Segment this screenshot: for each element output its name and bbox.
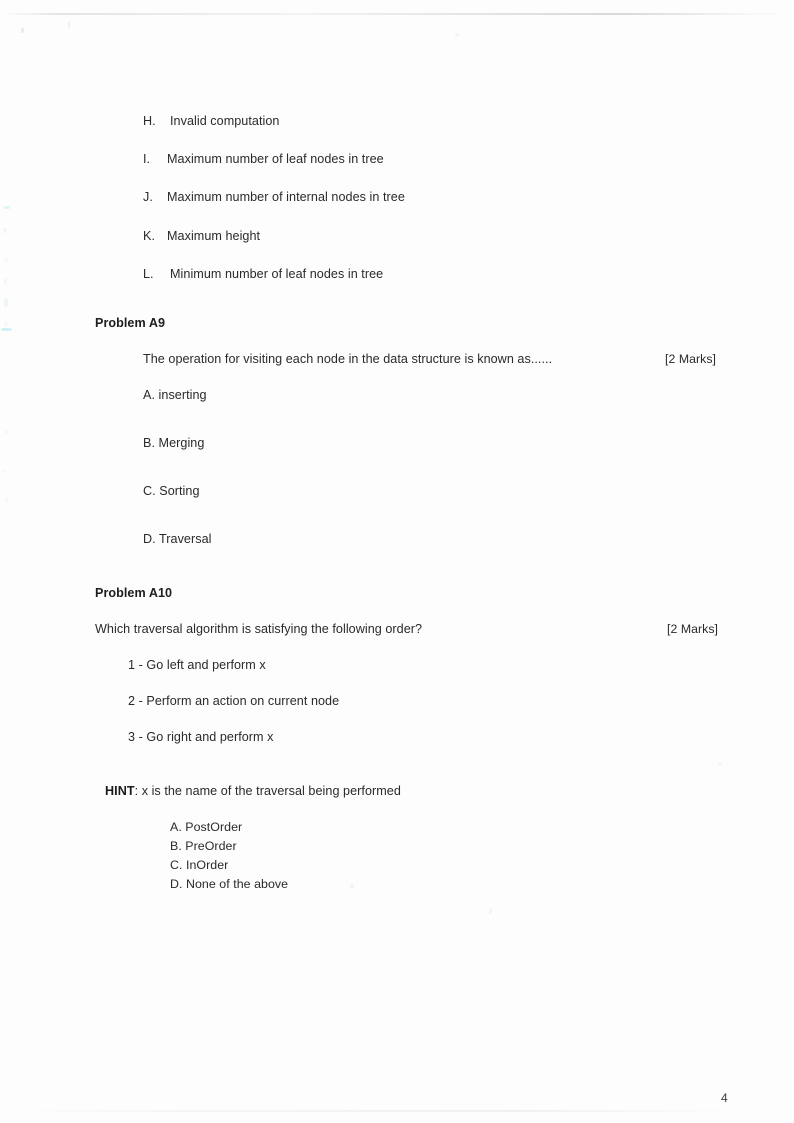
scan-speck — [1, 328, 12, 331]
scan-bottom-edge — [0, 1110, 794, 1112]
scan-speck — [489, 908, 492, 914]
scan-speck — [455, 33, 459, 37]
problem-a10-heading: Problem A10 — [95, 586, 173, 600]
scan-speck — [21, 28, 24, 33]
option-text: Maximum number of internal nodes in tree — [167, 190, 405, 204]
scan-speck — [68, 22, 70, 28]
option-letter: L. — [143, 267, 154, 281]
problem-a9-question: The operation for visiting each node in the data structure is known as...... — [143, 352, 553, 366]
problem-a10-step-2: 2 - Perform an action on current node — [128, 694, 340, 708]
option-letter: H. — [143, 114, 156, 128]
problem-a10-option-b: B. PreOrder — [170, 839, 237, 853]
problem-a9-option-b: B. Merging — [143, 436, 205, 450]
problem-a10-option-a: A. PostOrder — [170, 820, 243, 834]
problem-a9-option-a: A. inserting — [143, 388, 207, 402]
hint-label: HINT — [105, 784, 135, 798]
scan-speck — [5, 498, 8, 502]
problem-a10-step-1: 1 - Go left and perform x — [128, 658, 266, 672]
problem-a10-question: Which traversal algorithm is satisfying the following order? — [95, 622, 423, 636]
option-letter: K. — [143, 229, 155, 243]
option-letter: I. — [143, 152, 151, 166]
problem-a10-hint — [105, 785, 401, 798]
problem-a9-heading: Problem A9 — [95, 316, 166, 330]
problem-a10-option-c: C. InOrder — [170, 858, 229, 872]
scan-speck — [4, 258, 8, 262]
hint-text: : x is the name of the traversal being performed — [134, 784, 401, 798]
option-text: Invalid computation — [170, 114, 280, 128]
scan-speck — [3, 470, 7, 473]
problem-a10-marks: [2 Marks] — [667, 622, 719, 636]
scan-speck — [718, 762, 722, 766]
scan-speck — [4, 298, 8, 307]
scan-speck — [5, 430, 8, 434]
option-text: Maximum number of leaf nodes in tree — [167, 152, 384, 166]
option-letter: J. — [143, 190, 153, 204]
scan-speck — [4, 322, 8, 327]
option-text: Maximum height — [167, 229, 261, 243]
page-number: 4 — [721, 1091, 728, 1105]
problem-a10-step-3: 3 - Go right and perform x — [128, 730, 274, 744]
scan-speck — [4, 278, 7, 285]
scan-speck — [350, 884, 354, 889]
problem-a9-marks: [2 Marks] — [665, 352, 717, 366]
problem-a9-option-c: C. Sorting — [143, 484, 200, 498]
problem-a10-option-d: D. None of the above — [170, 877, 289, 891]
scan-speck — [3, 228, 7, 233]
problem-a9-option-d: D. Traversal — [143, 532, 212, 546]
option-text: Minimum number of leaf nodes in tree — [170, 267, 384, 281]
scan-speck — [4, 206, 10, 209]
scan-top-edge — [0, 13, 794, 15]
